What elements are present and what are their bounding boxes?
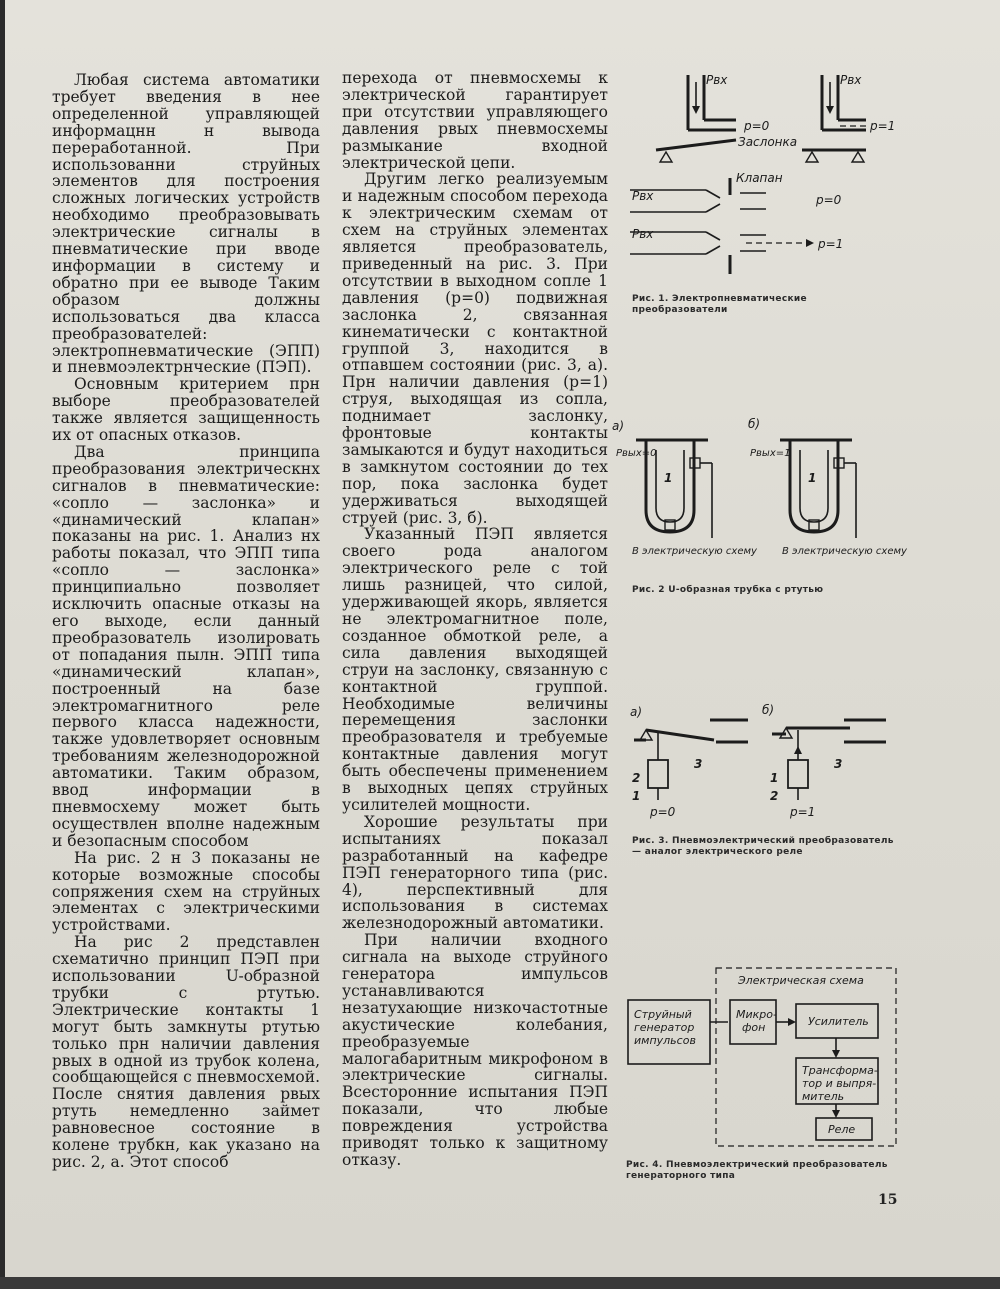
label-a: а) <box>612 419 625 433</box>
pivot <box>852 152 864 162</box>
arrow-head <box>794 746 802 754</box>
p1-label: р=1 <box>790 805 816 819</box>
p1-label: р=1 <box>818 237 844 251</box>
figure-4-caption: Рис. 4. Пневмоэлектрический преобразователь генераторного типа <box>626 1160 888 1181</box>
arrow-head <box>806 239 814 247</box>
contact-number: 1 <box>664 471 673 485</box>
paragraph: Хорошие результаты при испытаниях показал разработанный на кафедре ПЭП генераторного типа (рис. 4), перспективный для использования в системах железнодорожный автоматики. <box>342 812 608 933</box>
paragraph: При наличии входного сигнала на выходе струйного генератора импульсов устанавливаются незатухающие низкочастотные акустические колебания, преобразуемые малогабаритным микрофоном в электрические сигналы. Всесторонние испытания ПЭП показали, что любые повреждения устройства приводят только к защитному отказу. <box>342 931 608 1169</box>
arrow-head <box>832 1110 840 1118</box>
paragraph: На рис 2 представлен схематично принцип ПЭП при использовании U-образной трубки с ртутью. Электрические контакты 1 могут быть замкнуты ртутью только прн наличии давления рвых в одной из трубок колена, сообщающейся с пневмосхемой. После снятия давления рвых ртуть немедленно займет равновесное состояние в колене трубкн, как указано на рис. 2, а. Этот способ <box>52 933 320 1171</box>
paragraph: Указанный ПЭП является своего рода аналогом электрического реле с той лишь разницей, что силой, удерживающей якорь, является не электромагнитное поле, созданное обмоткой реле, а сила давления выходящей струи на заслонку, связанную с контактной группой. Необходимые величины перемещения заслонки преобразователя и требуемые контактные давления могут быть обеспечены применением в выходных цепях струйных усилителей мощности. <box>342 525 608 814</box>
p-in-label: Рвх <box>840 73 862 87</box>
u-tube-inner <box>800 450 828 522</box>
u-tube <box>790 440 838 532</box>
figure-2-drawing <box>612 417 907 570</box>
p-in-label: Рвх <box>632 227 654 241</box>
electric-circuit-title: Электрическая схема <box>738 974 864 987</box>
paragraph: На рис. 2 н 3 показаны не которые возможные способы сопряжения схем на струйных элементах с электрическими устройствами. <box>52 848 320 935</box>
pipe-line <box>706 190 720 198</box>
arrow-head <box>692 106 700 114</box>
pipe-line <box>706 246 720 254</box>
arrow-head <box>788 1018 796 1026</box>
paragraph: Основным критерием прн выборе преобразователей также является защищенность их от опасных отказов. <box>52 375 320 445</box>
text-column-1 <box>52 72 320 1171</box>
flap-label: Заслонка <box>738 135 798 149</box>
paragraph: Любая система автоматики требует введения в нее определенной управляющей информацнн н вывода переработанной. При использованни струйных элементов для построения сложных логических устройств необходимо преобразовывать электрические сигналы в пневматические при вводе информации в систему и обратно при ее выводе Таким образом должны использоваться два класса преобразователей: электропневматические (ЭПП) и пневмоэлектрнческие (ПЭП). <box>52 71 320 377</box>
paragraph: Два принципа преобразования электрическнх сигналов в пневматические: «сопло — заслонка» и «динамический клапан» показаны на рис. 1. Анализ нх работы показал, что ЭПП типа «сопло — заслонка» принципиально позволяет исключить опасные отказы на его выходе, если данный преобразователь изолировать от попадания пылн. ЭПП типа «динамический клапан», построенный на базе электромагнитного реле первого класса надежности, также удовлетворяет основным требованиям железнодорожной автоматики. Таким образом, ввод информации в пневмосхему может быть осуществлен вполне надежным и безопасным способом <box>52 442 320 850</box>
pivot <box>660 152 672 162</box>
figure-4-drawing <box>620 964 900 1154</box>
label-a: а) <box>630 705 643 719</box>
figure-1 <box>626 70 896 285</box>
valve-label: Клапан <box>736 171 783 185</box>
p1-label: р=1 <box>870 119 896 133</box>
figure-4 <box>620 964 900 1154</box>
p-in-label: Рвх <box>706 73 728 87</box>
generator-label: Струйный генератор импульсов <box>634 1008 696 1047</box>
part-number: 1 <box>632 789 641 803</box>
part-number: 3 <box>694 757 703 771</box>
p0-label: р=0 <box>816 193 842 207</box>
p-out-label: Рвых=0 <box>616 448 657 459</box>
page-number: 15 <box>878 1192 898 1208</box>
flap-line <box>656 140 736 150</box>
paragraph: перехода от пневмосхемы к электрической гарантирует при отсутствии управляющего давления рвых пневмосхемы размыкание входной электрической цепи. <box>342 69 608 172</box>
mic-label: Микро- фон <box>736 1008 777 1034</box>
to-circuit-label: В электрическую схему <box>632 546 757 557</box>
text-column-2 <box>342 70 608 1169</box>
p-in-label: Рвх <box>632 189 654 203</box>
p-out-label: Рвых=1 <box>750 448 791 459</box>
page-bottom-edge <box>0 1277 1000 1289</box>
lever <box>646 730 714 740</box>
label-b: б) <box>762 703 775 717</box>
arrow-head <box>832 1050 840 1058</box>
contact-number: 1 <box>808 471 817 485</box>
to-circuit-label: В электрическую схему <box>782 546 907 557</box>
page-left-edge <box>0 0 5 1289</box>
figure-1-caption: Рис. 1. Электропневматические преобразователи <box>632 294 807 315</box>
part-number: 3 <box>834 757 843 771</box>
figure-3 <box>626 700 896 825</box>
pipe-line <box>706 232 720 240</box>
pipe-line <box>706 204 720 212</box>
figure-3-drawing <box>626 700 896 825</box>
p0-label: р=0 <box>650 805 676 819</box>
paragraph: Другим легко реализуемым и надежным способом перехода к электрическим схемам от схем на струйных элементах является преобразователь, приведенный на рис. 3. При отсутствии в выходном сопле 1 давления (р=0) подвижная заслонка 2, связанная кинематически с контактной группой 3, находится в отпавшем состоянии (рис. 3, а). Прн наличии давления (р=1) струя, выходящая из сопла, поднимает заслонку, фронтовые контакты замыкаются и будут находиться в замкнутом состоянии до тех пор, пока заслонка будет удерживаться выходящей струей (рис. 3, б). <box>342 170 608 527</box>
u-tube-inner <box>656 450 684 522</box>
figure-2 <box>612 417 907 570</box>
electric-circuit-frame <box>716 968 896 1146</box>
arrow-head <box>826 106 834 114</box>
figure-1-drawing <box>626 70 896 285</box>
amp-label: Усилитель <box>808 1015 869 1028</box>
figure-3-caption: Рис. 3. Пневмоэлектрический преобразователь — аналог электрического реле <box>632 836 894 857</box>
pivot <box>806 152 818 162</box>
label-b: б) <box>748 417 761 431</box>
part-number: 2 <box>770 789 779 803</box>
transformer-label: Трансформа- тор и выпря- митель <box>802 1064 878 1103</box>
nozzle <box>788 760 808 788</box>
part-number: 2 <box>632 771 641 785</box>
figure-2-caption: Рис. 2 U-образная трубка с ртутью <box>632 585 824 595</box>
p0-label: р=0 <box>744 119 770 133</box>
part-number: 1 <box>770 771 779 785</box>
nozzle <box>648 760 668 788</box>
relay-label: Реле <box>828 1123 856 1136</box>
